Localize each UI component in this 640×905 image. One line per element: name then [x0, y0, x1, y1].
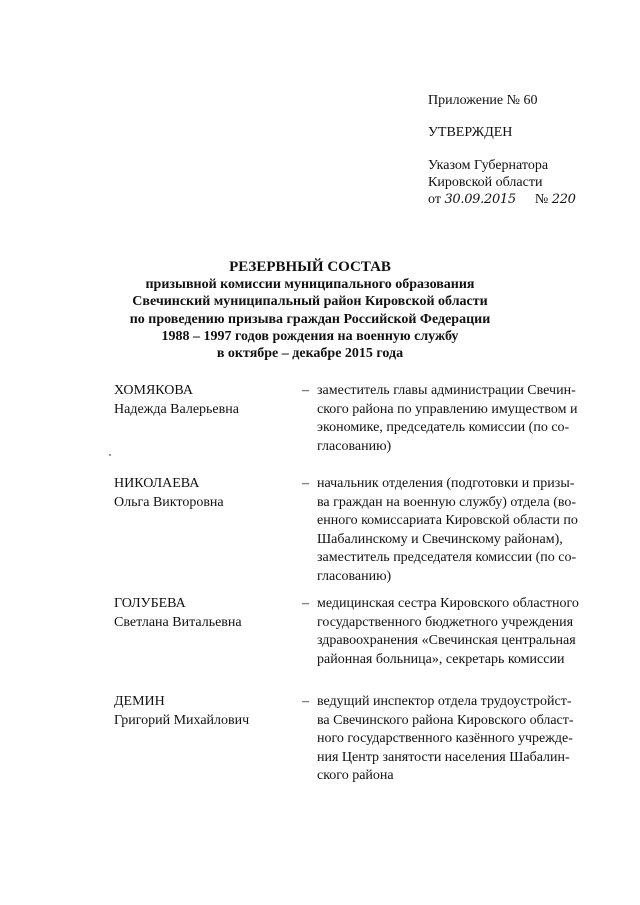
member-surname: ГОЛУБЕВА [114, 596, 186, 611]
document-heading [100, 259, 520, 362]
member-name [114, 475, 284, 512]
role-line: государственного бюджетного учреждения [317, 614, 574, 630]
role-line: енного комиссариата Кировской области по [317, 513, 578, 528]
role-line: Шабалинскому и Свечинскому районам), [317, 531, 563, 547]
member-surname: НИКОЛАЕВА [114, 476, 200, 491]
member-given-name: Надежда Валерьевна [114, 401, 239, 417]
role-line: ведущий инспектор отдела трудоустройст- [317, 694, 572, 709]
appendix-number: Приложение № 60 [428, 93, 538, 108]
date-prefix: от [428, 192, 441, 207]
role-line: ва граждан на военную службу) отдела (во- [317, 494, 577, 510]
dash-separator: – [302, 596, 309, 611]
heading-line: призывной комиссии муниципального образования [145, 277, 475, 293]
member-name [114, 382, 284, 419]
scan-mark [109, 454, 111, 456]
role-line: здравоохранения «Свечинская центральная [317, 633, 576, 648]
role-line: ского района [317, 768, 394, 783]
dash-separator: – [302, 694, 309, 709]
member-role [317, 693, 601, 786]
decree-line-2: Кировской области [428, 175, 543, 190]
role-line: заместитель главы администрации Свечин- [317, 383, 576, 398]
approved-label: УТВЕРЖДЕН [428, 125, 513, 140]
member-given-name: Ольга Викторовна [114, 494, 224, 510]
heading-line: 1988 – 1997 годов рождения на военную службу [161, 328, 459, 344]
role-line: ва Свечинского района Кировского област- [317, 712, 574, 728]
role-line: медицинская сестра Кировского областного [317, 596, 579, 611]
number-prefix: № [534, 192, 549, 207]
member-surname: ХОМЯКОВА [114, 383, 193, 398]
heading-line: по проведению призыва граждан Российской Федерации [129, 311, 491, 327]
heading-line: в октябре – декабре 2015 года [216, 346, 404, 362]
approval-block [428, 92, 628, 208]
role-line: экономике, председатель комиссии (по со- [317, 420, 570, 435]
dash-separator: – [302, 383, 309, 398]
member-surname: ДЕМИН [114, 694, 165, 709]
member-name [114, 595, 284, 632]
role-line: гласованию) [317, 438, 392, 454]
member-name [114, 693, 284, 730]
member-role [317, 595, 601, 669]
handwritten-number: 220 [551, 192, 576, 207]
role-line: ния Центр занятости населения Шабалин- [317, 749, 570, 765]
role-line: ского района по управлению имуществом и [317, 401, 578, 417]
role-line: начальник отделения (подготовки и призы- [317, 476, 575, 491]
role-line: гласованию) [317, 568, 392, 584]
document-title: РЕЗЕРВНЫЙ СОСТАВ [229, 259, 391, 275]
role-line: заместитель председателя комиссии (по со- [317, 550, 577, 565]
decree-line-1: Указом Губернатора [428, 158, 549, 173]
member-role [317, 382, 601, 456]
member-role [317, 475, 601, 586]
decree-date-line [428, 191, 628, 208]
member-given-name: Григорий Михайлович [114, 712, 250, 728]
handwritten-date: 30.09.2015 [444, 192, 516, 207]
role-line: районная больница», секретарь комиссии [317, 651, 565, 667]
role-line: ного государственного казённого учрежде- [317, 731, 573, 746]
heading-line: Свечинский муниципальный район Кировской области [132, 294, 488, 310]
dash-separator: – [302, 476, 309, 491]
member-given-name: Светлана Витальевна [114, 614, 242, 630]
